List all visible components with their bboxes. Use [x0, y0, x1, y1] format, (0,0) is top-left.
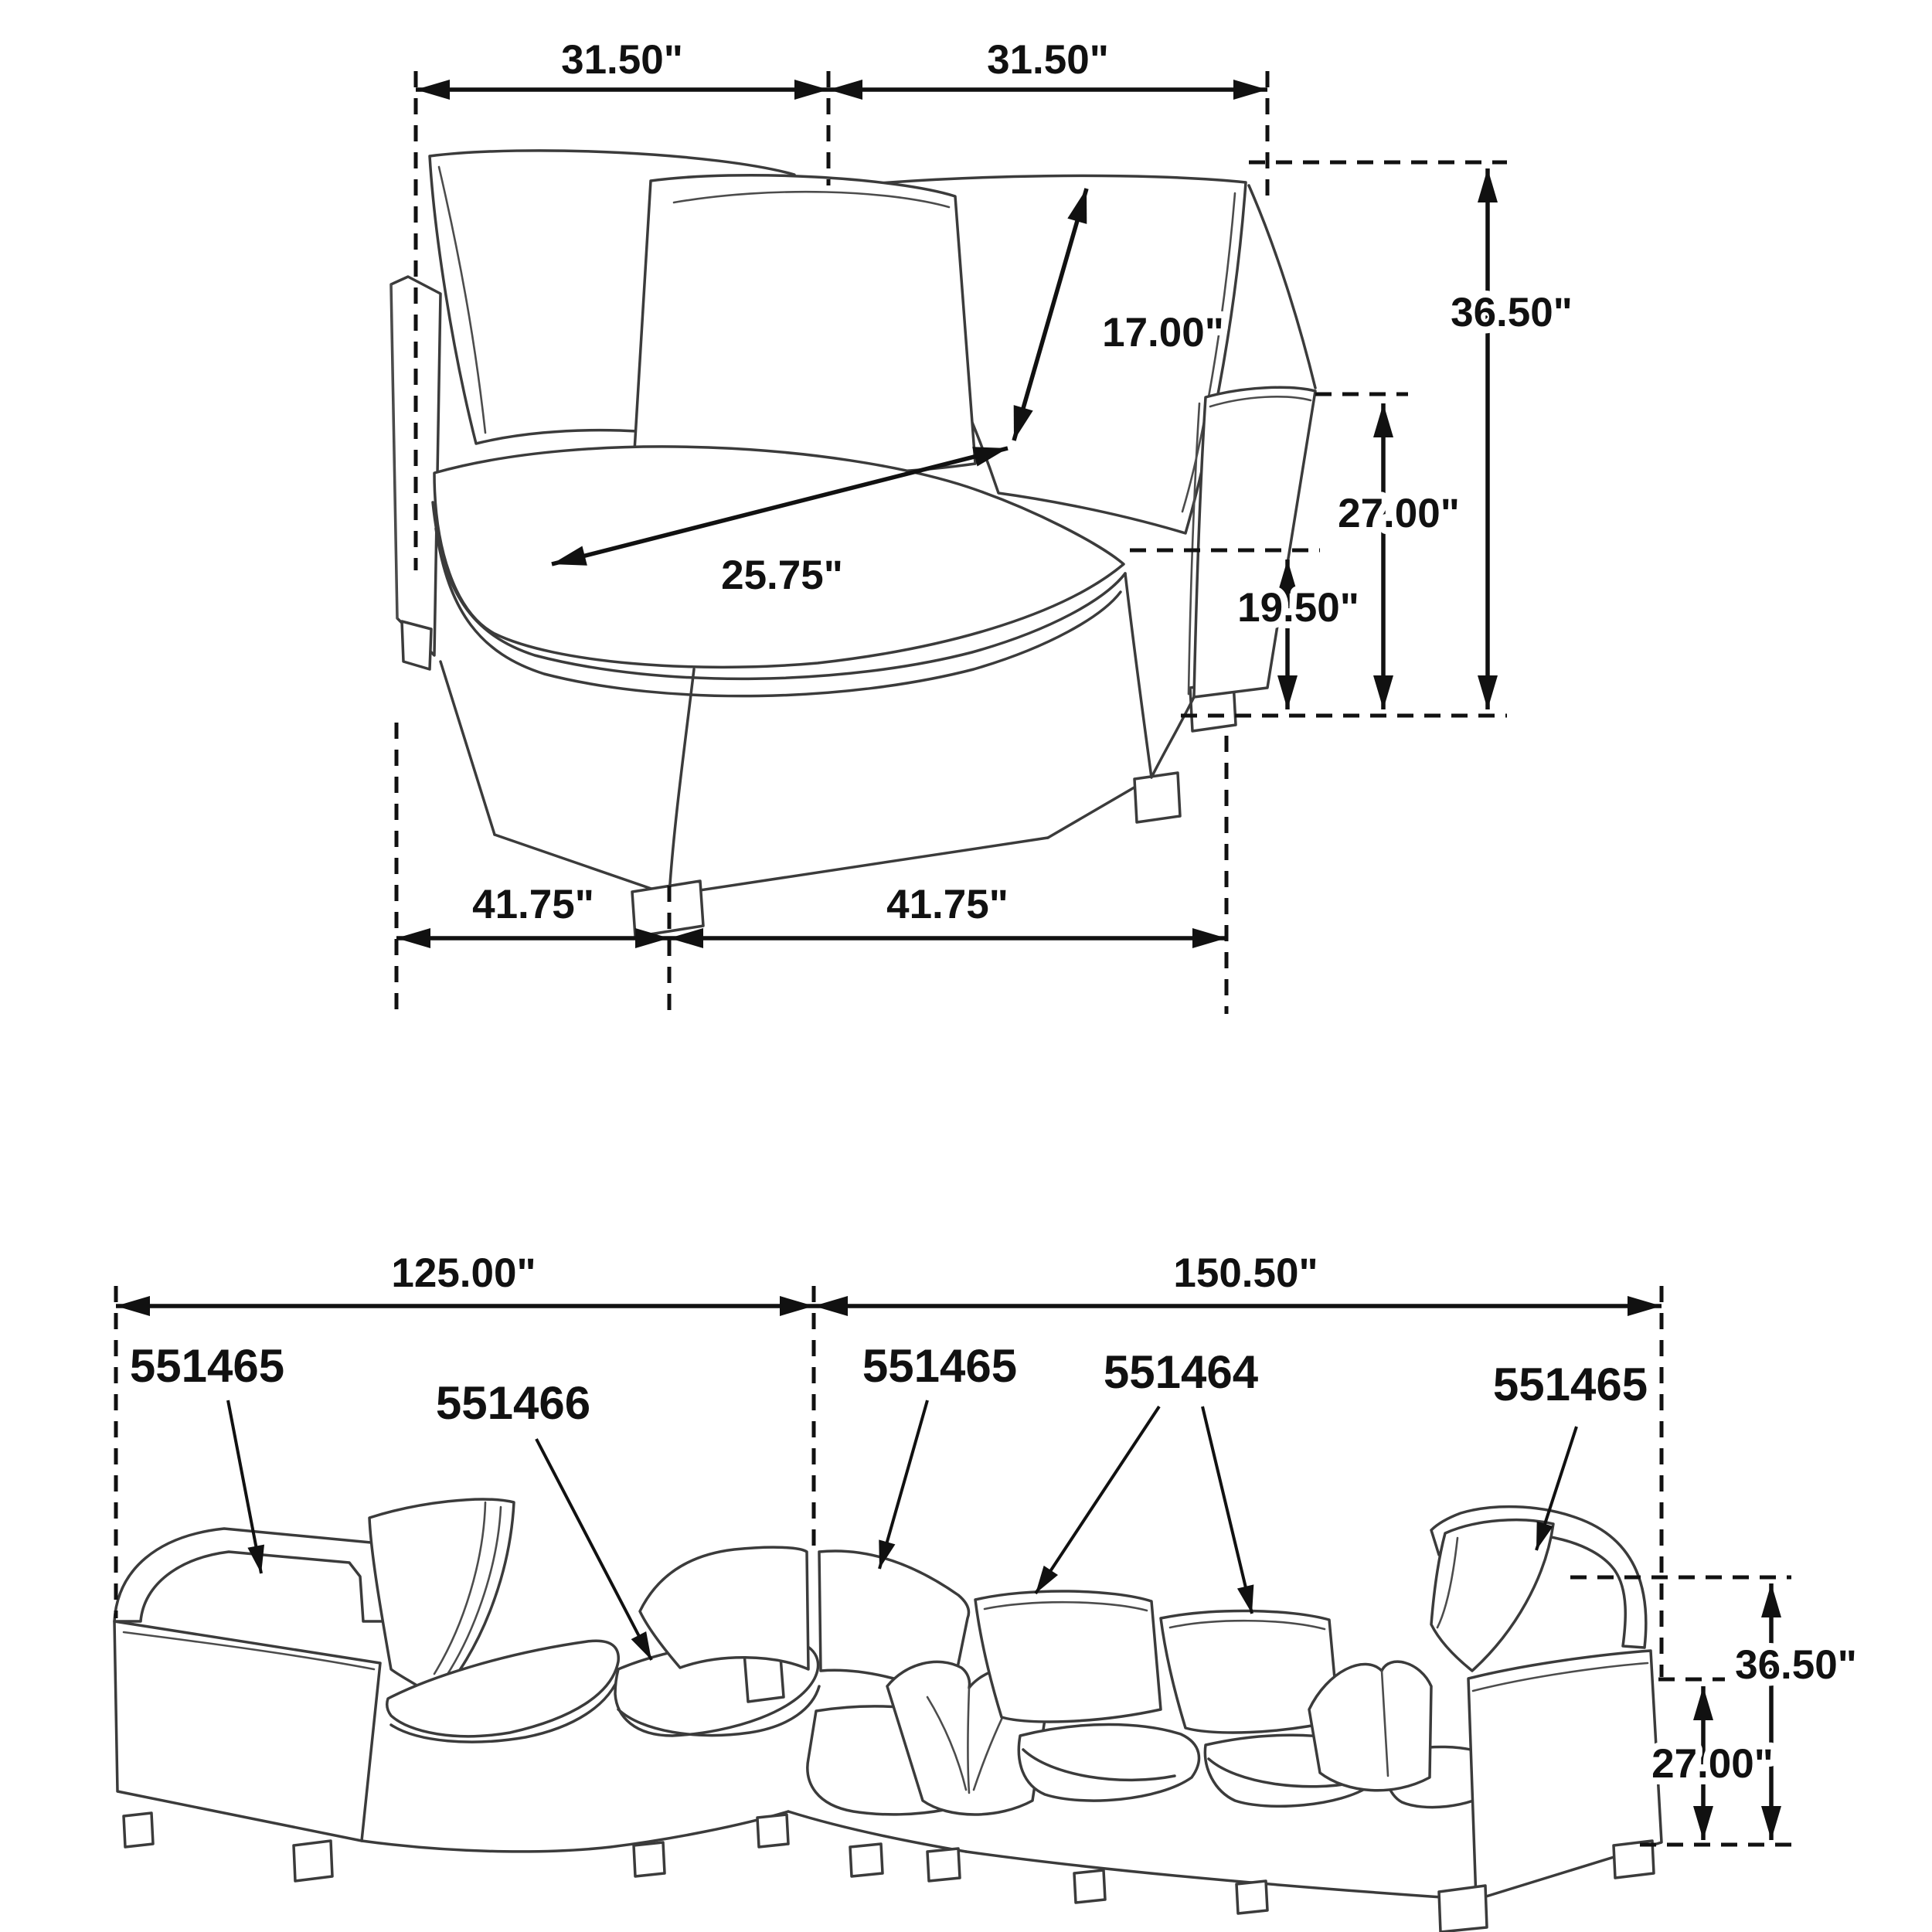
label-left-section-width: 125.00" — [391, 1250, 536, 1296]
armless-back-pillow-1 — [975, 1591, 1161, 1722]
base-front-seam — [669, 669, 694, 895]
corner-chair-diagram — [391, 37, 1573, 1014]
label-depth-left: 41.75" — [472, 882, 594, 927]
right-foot-2 — [1236, 1881, 1267, 1913]
ottoman-foot-right — [757, 1815, 788, 1847]
part-label-armless-chair: 551464 — [1103, 1346, 1259, 1398]
part-label-center-corner: 551465 — [862, 1340, 1018, 1392]
corner-chair-drawing — [391, 151, 1315, 937]
label-depth-right: 41.75" — [886, 882, 1009, 927]
label-sect-overall-height: 36.50" — [1735, 1642, 1857, 1688]
part-label-left-corner: 551465 — [129, 1340, 285, 1392]
label-seat-depth: 25.75" — [721, 553, 843, 598]
leader-armless-2 — [1202, 1406, 1252, 1614]
right-foot-1 — [1074, 1870, 1105, 1903]
part-label-right-corner: 551465 — [1492, 1359, 1648, 1410]
right-arm-lower-edge — [1151, 697, 1194, 777]
front-right-foot — [1134, 773, 1180, 822]
right-seat-1 — [1019, 1725, 1199, 1801]
label-sect-arm-height: 27.00" — [1651, 1741, 1774, 1787]
center-corner-pillow-left — [640, 1547, 808, 1669]
leader-center-corner — [879, 1400, 927, 1569]
base-left-edge — [440, 662, 495, 835]
left-unit-foot-right — [294, 1841, 332, 1881]
sectional-diagram — [114, 1250, 1857, 1932]
right-unit-front-foot — [1439, 1886, 1487, 1932]
left-unit-foot-left — [124, 1813, 153, 1847]
center-back-pillow — [634, 175, 975, 474]
leader-ottoman — [536, 1439, 651, 1660]
ottoman-base-bottom — [362, 1811, 788, 1852]
base-under-arm — [1125, 573, 1151, 777]
left-unit-body — [114, 1621, 380, 1841]
right-unit-back-pillow — [1431, 1520, 1553, 1671]
label-arm-height: 27.00" — [1338, 491, 1460, 536]
corner-foot-left — [850, 1844, 883, 1876]
back-frame-foot — [402, 621, 431, 669]
back-frame-right-edge — [1249, 185, 1315, 388]
part-label-ottoman: 551466 — [435, 1377, 591, 1429]
label-back-cushion: 17.00" — [1102, 310, 1224, 355]
corner-foot-right — [927, 1849, 960, 1881]
right-arm — [1194, 387, 1315, 697]
sectional-drawing — [114, 1499, 1662, 1932]
label-overall-height: 36.50" — [1451, 290, 1573, 335]
right-wing-base-bottom — [966, 1852, 1476, 1900]
label-seat-height: 19.50" — [1237, 585, 1359, 631]
label-width-right: 31.50" — [987, 37, 1109, 83]
ottoman-foot-left — [634, 1842, 665, 1876]
left-unit-back-frame — [114, 1529, 393, 1621]
label-width-left: 31.50" — [561, 37, 683, 83]
label-right-section-width: 150.50" — [1173, 1250, 1318, 1296]
leader-armless-1 — [1036, 1406, 1159, 1594]
